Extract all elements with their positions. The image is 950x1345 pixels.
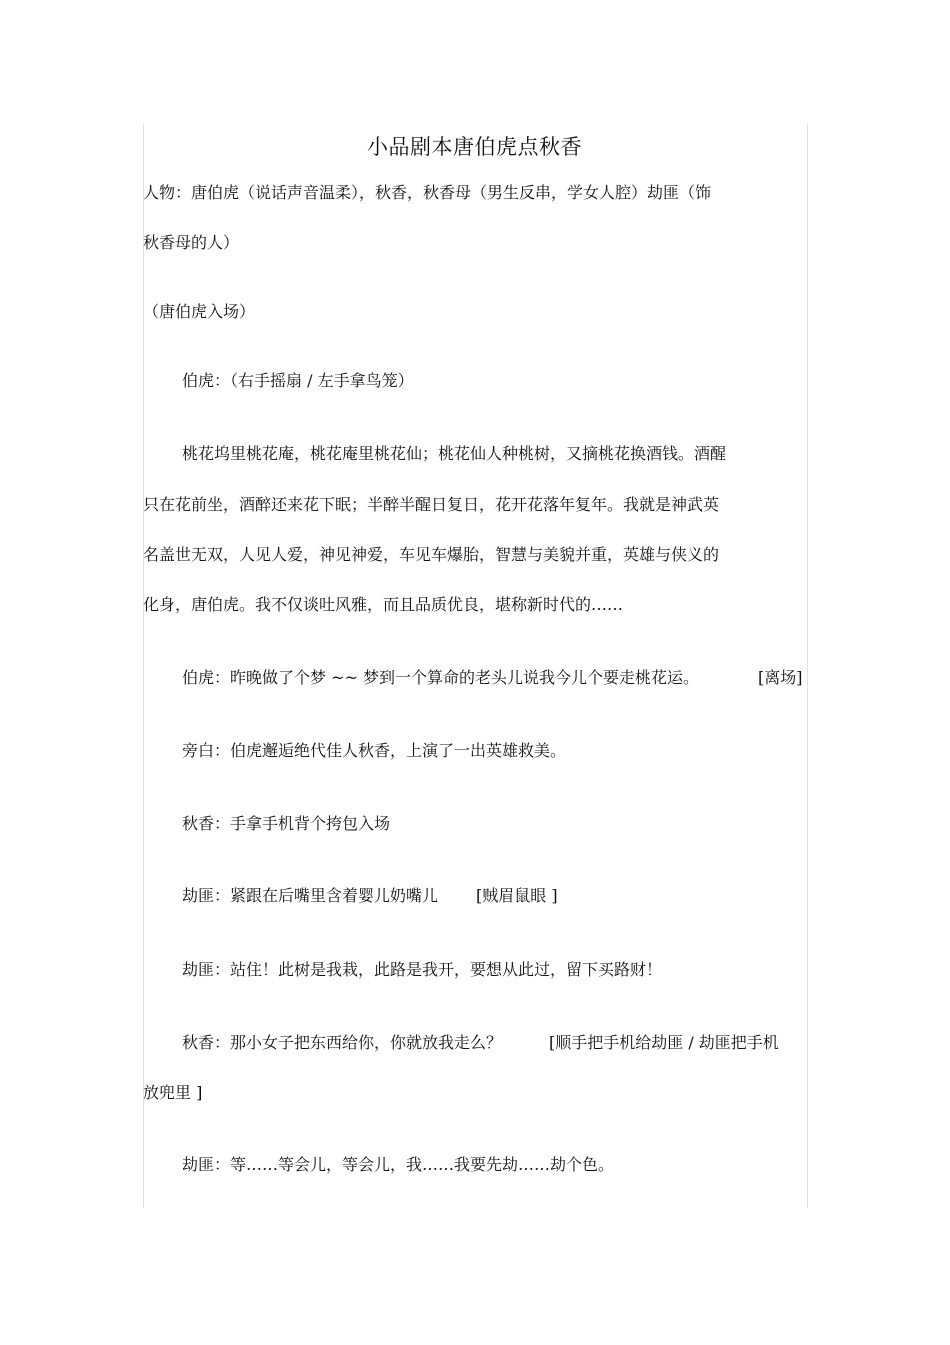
- dialogue-bohu-2: 伯虎：昨晚做了个梦 ~~ 梦到一个算命的老头儿说我今儿个要走桃花运。: [182, 668, 699, 687]
- dialogue-qiuxiang-2: 秋香：那小女子把东西给你，你就放我走么？: [182, 1033, 503, 1052]
- poem-line-2: 只在花前坐，酒醉还来花下眠；半醉半醒日复日，花开花落年复年。我就是神武英: [143, 495, 720, 514]
- characters-line-1: 人物：唐伯虎（说话声音温柔），秋香，秋香母（男生反串，学女人腔）劫匪（饰: [143, 183, 712, 202]
- stage-direction-enter: （唐伯虎入场）: [143, 302, 256, 321]
- poem-line-3: 名盖世无双，人见人爱，神见神爱，车见车爆胎，智慧与美貌并重，英雄与侠义的: [143, 545, 720, 564]
- dialogue-bohu-1: 伯虎：（右手摇扇 / 左手拿鸟笼）: [182, 371, 414, 390]
- poem-line-4: 化身，唐伯虎。我不仅谈吐风雅，而且品质优良，堪称新时代的……: [143, 595, 624, 614]
- stage-note-phone: [顺手把手机给劫匪 / 劫匪把手机: [549, 1033, 779, 1052]
- characters-line-2: 秋香母的人）: [143, 233, 240, 252]
- stage-note-robber: [贼眉鼠眼 ]: [476, 886, 558, 905]
- dialogue-robber-1: 劫匪：紧跟在后嘴里含着婴儿奶嘴儿: [182, 886, 439, 905]
- stage-note-phone-cont: 放兜里 ]: [143, 1083, 203, 1102]
- dialogue-robber-3: 劫匪：等……等会儿，等会儿，我……我要先劫……劫个色。: [182, 1155, 615, 1174]
- stage-note-exit: [离场]: [758, 668, 803, 687]
- poem-line-1: 桃花坞里桃花庵，桃花庵里桃花仙；桃花仙人种桃树，又摘桃花换酒钱。酒醒: [182, 444, 727, 463]
- dialogue-qiuxiang-1: 秋香：手拿手机背个挎包入场: [182, 814, 391, 833]
- dialogue-robber-2: 劫匪：站住！此树是我栽，此路是我开，要想从此过，留下买路财！: [182, 960, 663, 979]
- narration-line: 旁白：伯虎邂逅绝代佳人秋香，上演了一出英雄救美。: [182, 741, 567, 760]
- document-title: 小品剧本唐伯虎点秋香: [367, 135, 582, 159]
